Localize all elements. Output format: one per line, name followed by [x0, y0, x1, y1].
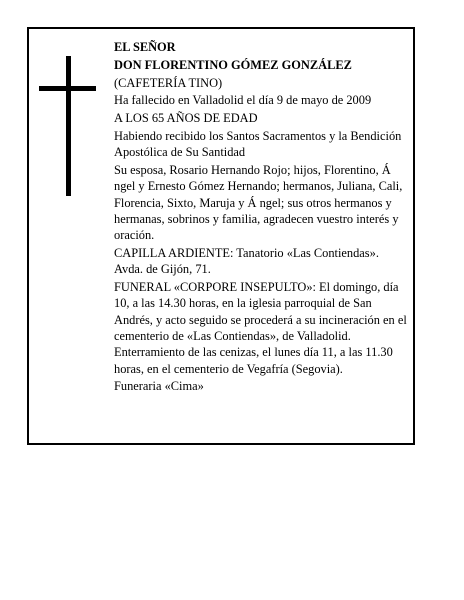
title-line-1: EL SEÑOR	[114, 40, 176, 54]
age-statement: A LOS 65 AÑOS DE EDAD	[114, 111, 258, 126]
death-statement: Ha fallecido en Valladolid el día 9 de mayo de 2009	[114, 93, 372, 108]
chapel-info: CAPILLA ARDIENTE: Tanatorio «Las Contiendas». Avda. de Gijón, 71.	[114, 246, 379, 277]
cross-horizontal-bar	[39, 86, 96, 91]
funeral-info: FUNERAL «CORPORE INSEPULTO»: El domingo, día 10, a las 14.30 horas, en la iglesia parroquial de San Andrés, y acto seguido se procederá a su incineración en el cementerio de «Las Contiendas», de Valladolid. Enterramiento de las cenizas, el lunes día 11, a las 11.30 horas, en el cementerio de Vegafría (Segovia).	[114, 280, 407, 376]
sacraments-statement: Habiendo recibido los Santos Sacramentos y la Bendición Apostólica de Su Santidad	[114, 128, 402, 160]
family-statement: Su esposa, Rosario Hernando Rojo; hijos, Florentino, Á ngel y Ernesto Gómez Hernando; hermanos, Juliana, Cali, Florencia, Sixto, Maruja y Á ngel; sus otros hermanos y hermanas, sobrinos y familia, agradecen vuestro interés y oración.	[114, 163, 403, 243]
obituary-text	[114, 39, 410, 396]
cross-vertical-bar	[66, 56, 71, 196]
funeral-home: Funeraria «Cima»	[114, 379, 204, 394]
nickname: (CAFETERÍA TINO)	[114, 75, 223, 90]
deceased-name: DON FLORENTINO GÓMEZ GONZÁLEZ	[114, 57, 352, 72]
